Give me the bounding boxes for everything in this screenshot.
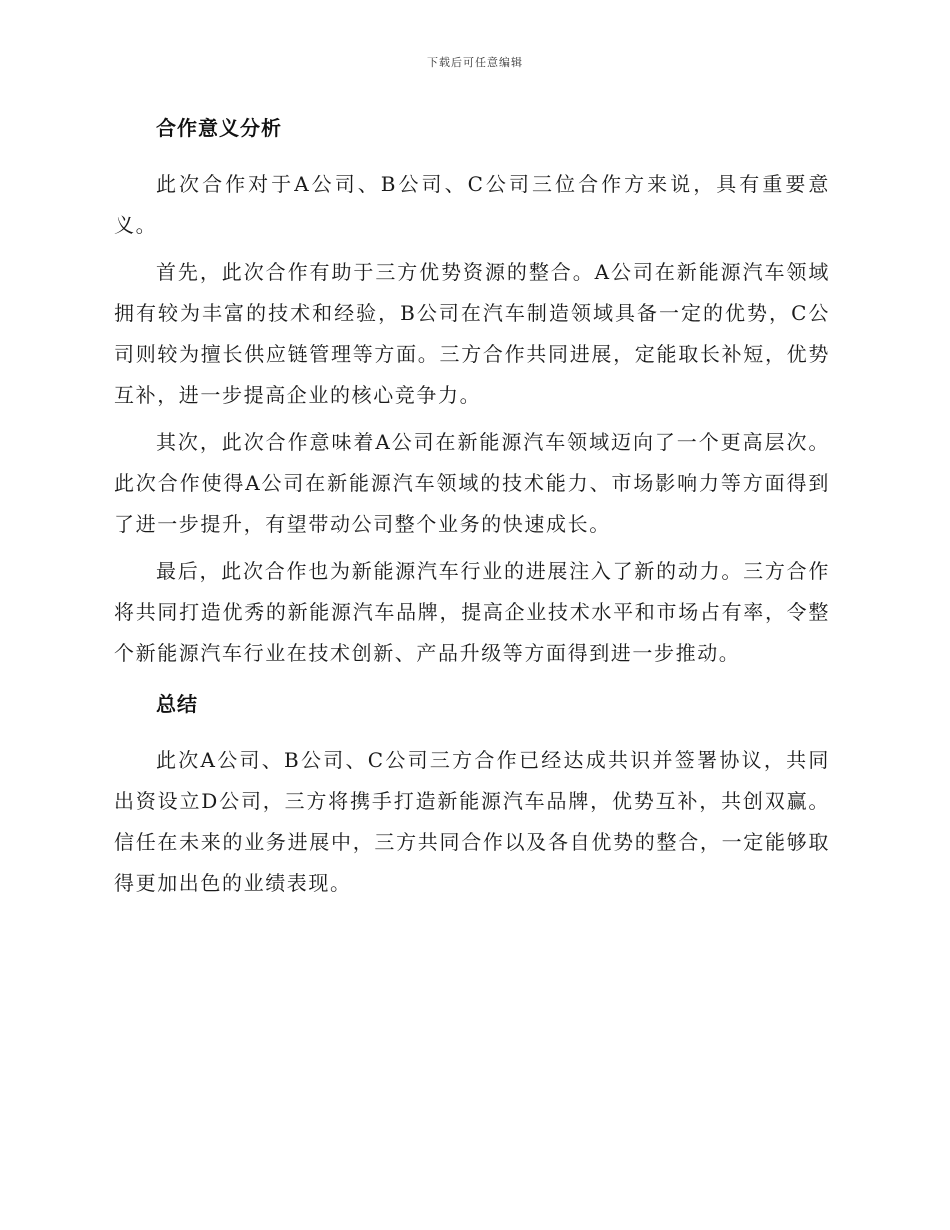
paragraph: 首先，此次合作有助于三方优势资源的整合。A公司在新能源汽车领域拥有较为丰富的技术和经验，B公司在汽车制造领域具备一定的优势，C公司则较为擅长供应链管理等方面。三方合作共同进展，定能取长补短，优势互补，进一步提高企业的核心竞争力。 bbox=[114, 260, 830, 407]
section-cooperation-significance bbox=[114, 108, 830, 674]
paragraph: 最后，此次合作也为新能源汽车行业的进展注入了新的动力。三方合作将共同打造优秀的新能源汽车品牌，提高企业技术水平和市场占有率，令整个新能源汽车行业在技术创新、产品升级等方面得到进一步推动。 bbox=[114, 559, 830, 665]
page-header: 下载后可任意编辑 bbox=[427, 56, 523, 69]
section-summary bbox=[114, 684, 830, 904]
section-heading: 总结 bbox=[156, 692, 198, 716]
paragraph: 其次，此次合作意味着A公司在新能源汽车领域迈向了一个更高层次。此次合作使得A公司在新能源汽车领域的技术能力、市场影响力等方面得到了进一步提升，有望带动公司整个业务的快速成长。 bbox=[114, 430, 830, 536]
section-heading: 合作意义分析 bbox=[156, 116, 282, 140]
document-body bbox=[114, 108, 830, 914]
paragraph: 此次合作对于A公司、B公司、C公司三位合作方来说，具有重要意义。 bbox=[114, 172, 830, 237]
paragraph: 此次A公司、B公司、C公司三方合作已经达成共识并签署协议，共同出资设立D公司，三方将携手打造新能源汽车品牌，优势互补，共创双赢。信任在未来的业务进展中，三方共同合作以及各自优势的整合，一定能够取得更加出色的业绩表现。 bbox=[114, 748, 830, 895]
